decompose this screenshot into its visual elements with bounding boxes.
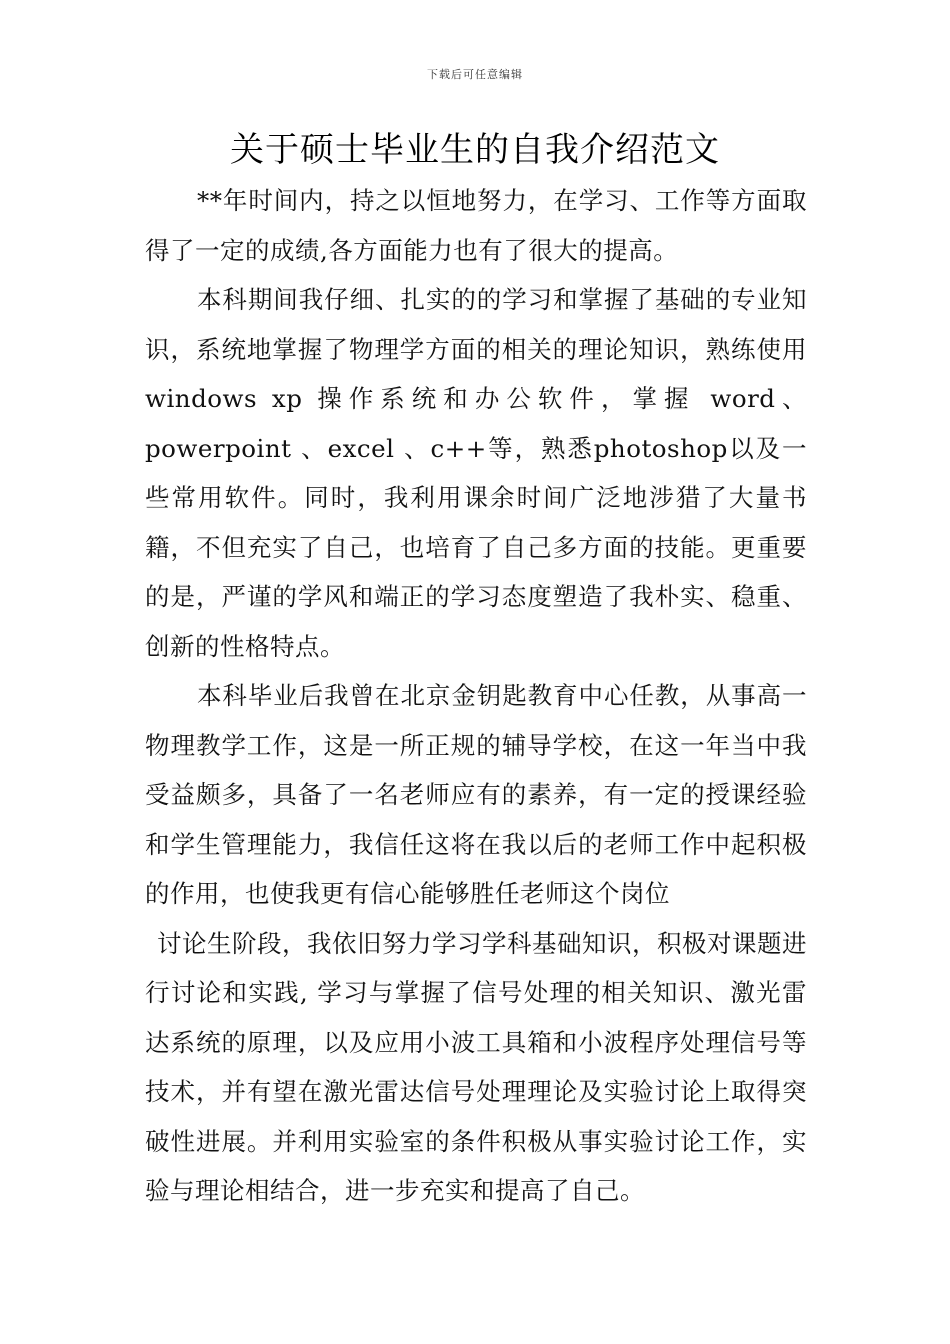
- paragraph-undergrad-study: 本科期间我仔细、扎实的的学习和掌握了基础的专业知识，系统地掌握了物理学方面的相关的理论知识，熟练使用 windows xp 操作系统和办公软件，掌握 word、powerpoint 、excel 、c++等，熟悉photoshop以及一些常用软件。同时，我利用课余时间广泛地涉猎了大量书籍，不但充实了自己，也培育了自己多方面的技能。更重要的是，严谨的学风和端正的学习态度塑造了我朴实、稳重、创新的性格特点。: [145, 285, 807, 661]
- document-body: [145, 176, 807, 1216]
- paragraph-graduate-research: 讨论生阶段，我依旧努力学习学科基础知识，积极对课题进行讨论和实践, 学习与掌握了信号处理的相关知识、激光雷达系统的原理，以及应用小波工具箱和小波程序处理信号等技术，并有望在激光雷达信号处理理论及实验讨论上取得突破性进展。并利用实验室的条件积极从事实验讨论工作，实验与理论相结合，进一步充实和提高了自己。: [145, 928, 807, 1205]
- document-title: 关于硕士毕业生的自我介绍范文: [230, 130, 720, 170]
- header-note: 下载后可任意编辑: [427, 68, 523, 81]
- paragraph-intro: **年时间内，持之以恒地努力，在学习、工作等方面取得了一定的成绩,各方面能力也有了很大的提高。: [145, 186, 807, 265]
- paragraph-teaching-experience: 本科毕业后我曾在北京金钥匙教育中心任教，从事高一物理教学工作，这是一所正规的辅导学校，在这一年当中我受益颇多，具备了一名老师应有的素养，有一定的授课经验和学生管理能力，我信任这将在我以后的老师工作中起积极的作用，也使我更有信心能够胜任老师这个岗位: [145, 681, 807, 908]
